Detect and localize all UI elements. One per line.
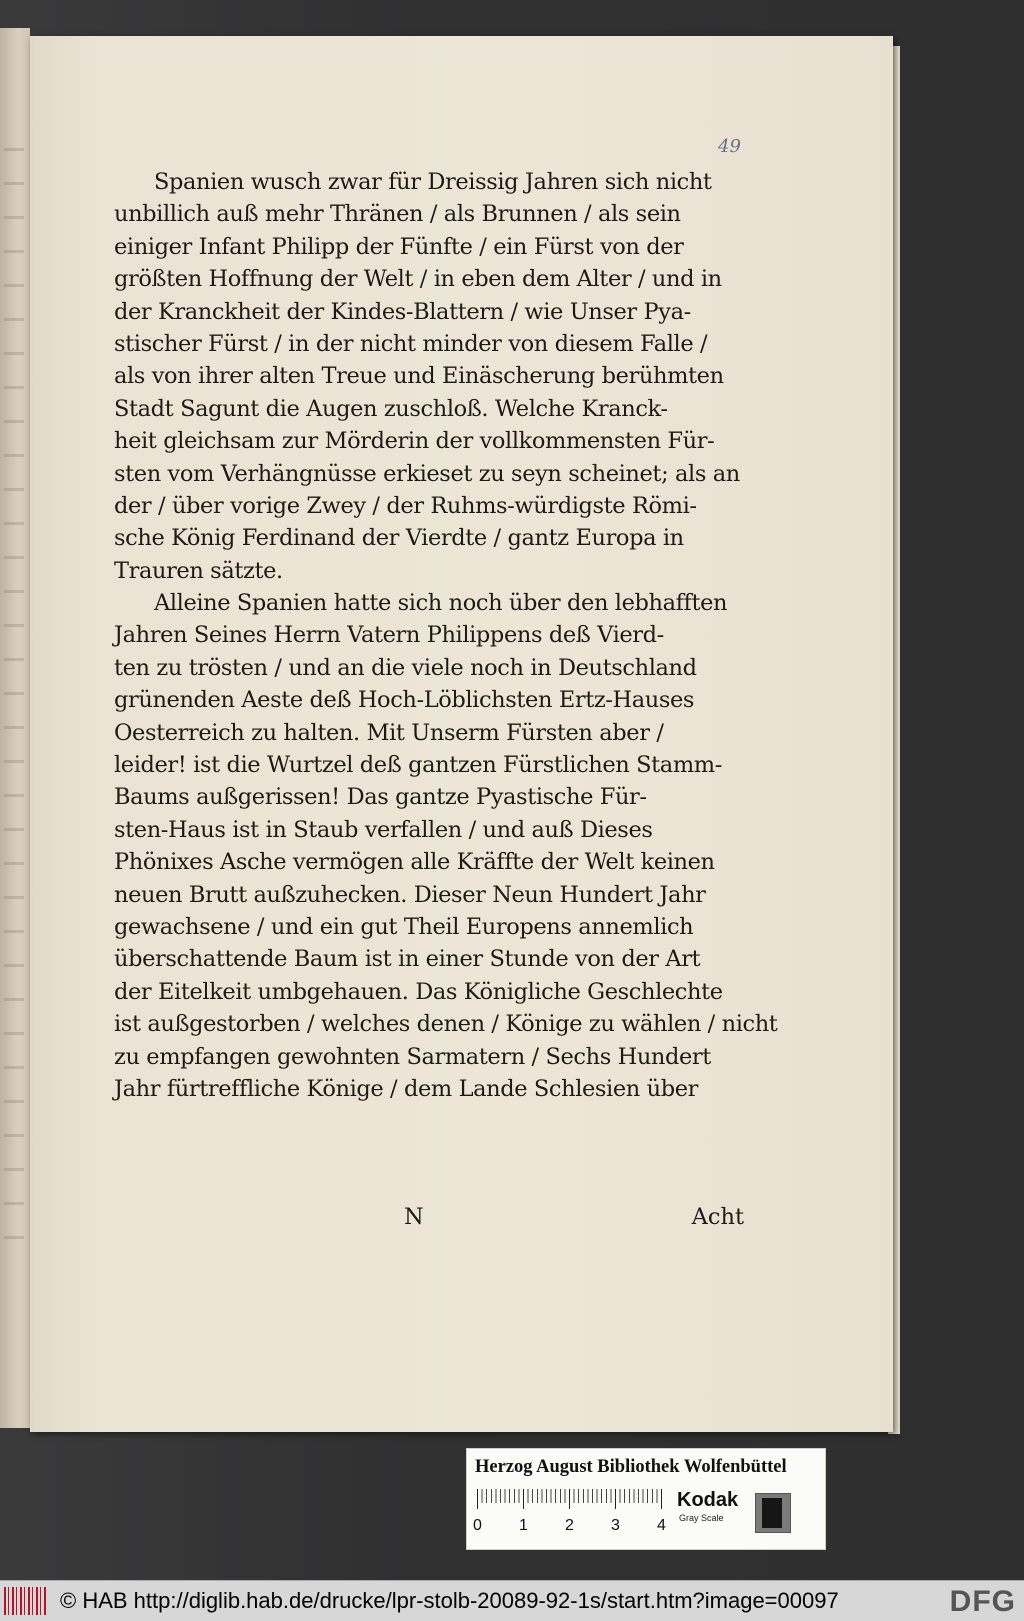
text-line: einiger Infant Philipp der Fünfte / ein Fürst von der — [114, 233, 684, 260]
text-line: Jahr fürtreffliche Könige / dem Lande Schlesien über — [114, 1075, 698, 1102]
black-patch — [762, 1498, 782, 1528]
page-footer-line — [114, 1204, 744, 1238]
text-line: Oesterreich zu halten. Mit Unserm Fürsten aber / — [114, 719, 664, 746]
text-line: Stadt Sagunt die Augen zuschloß. Welche Kranck- — [114, 395, 668, 422]
gray-patch — [755, 1493, 791, 1533]
barcode-icon — [4, 1587, 46, 1615]
color-calibration-card — [466, 1448, 826, 1550]
text-line: größten Hoffnung der Welt / in eben dem Alter / und in — [114, 266, 722, 293]
text-line: Jahren Seines Herrn Vatern Philippens deß Vierd- — [114, 622, 664, 649]
ruler-number: 2 — [565, 1517, 574, 1534]
text-line: gewachsene / und ein gut Theil Europens annemlich — [114, 913, 694, 940]
text-line: ist außgestorben / welches denen / Könige zu wählen / nicht — [114, 1011, 778, 1038]
text-line: der Eitelkeit umbgehauen. Das Königliche Geschlechte — [114, 978, 723, 1005]
text-line: unbillich auß mehr Thränen / als Brunnen / als sein — [114, 201, 681, 228]
source-url[interactable]: © HAB http://diglib.hab.de/drucke/lpr-stolb-20089-92-1s/start.htm?image=00097 — [60, 1588, 839, 1613]
text-line: Trauren sätzte. — [114, 557, 283, 584]
text-line: Baums außgerissen! Das gantze Pyastische Für- — [114, 784, 647, 811]
ruler-numbers — [473, 1517, 673, 1537]
signature-mark: N — [404, 1204, 424, 1230]
text-line: als von ihrer alten Treue und Einäscherung berühmten — [114, 363, 724, 390]
ruler-number: 3 — [611, 1517, 620, 1534]
gray-scale-label: Gray Scale — [679, 1513, 724, 1523]
folio-number: 49 — [718, 136, 741, 157]
text-line: leider! ist die Wurtzel deß gantzen Fürstlichen Stamm- — [114, 752, 722, 779]
text-line: ten zu trösten / und an die viele noch in Deutschland — [114, 654, 697, 681]
catchword: Acht — [691, 1204, 744, 1230]
text-line: überschattende Baum ist in einer Stunde von der Art — [114, 946, 701, 973]
text-line: sche König Ferdinand der Vierdte / gantz Europa in — [114, 525, 684, 552]
ruler-number: 1 — [519, 1517, 528, 1534]
text-line: sten vom Verhängnüsse erkieset zu seyn scheinet; als an — [114, 460, 740, 487]
text-line: der / über vorige Zwey / der Ruhms-würdigste Römi- — [114, 492, 697, 519]
text-line: sten-Haus ist in Staub verfallen / und auß Dieses — [114, 816, 653, 843]
text-line: der Kranckheit der Kindes-Blattern / wie Unser Pya- — [114, 298, 691, 325]
text-line: grünenden Aeste deß Hoch-Löblichsten Ertz-Hauses — [114, 687, 695, 714]
text-line: heit gleichsam zur Mörderin der vollkommensten Für- — [114, 428, 715, 455]
previous-page-edge — [0, 28, 30, 1428]
ruler-number: 4 — [657, 1517, 666, 1534]
library-name: Herzog August Bibliothek Wolfenbüttel — [475, 1457, 787, 1477]
previous-page-text-shadow — [4, 148, 24, 1248]
text-line: zu empfangen gewohnten Sarmatern / Sechs Hundert — [114, 1043, 711, 1070]
page-text — [114, 166, 778, 1105]
dfg-logo: DFG — [949, 1585, 1016, 1618]
text-line: Alleine Spanien hatte sich noch über den lebhafften — [154, 590, 728, 617]
ruler-number: 0 — [473, 1517, 482, 1534]
text-line: stischer Fürst / in der nicht minder von diesem Falle / — [114, 330, 708, 357]
kodak-logo: Kodak — [677, 1489, 739, 1511]
scale-ruler — [477, 1489, 665, 1513]
viewer-footer — [0, 1580, 1024, 1621]
text-line: neuen Brutt außzuhecken. Dieser Neun Hundert Jahr — [114, 881, 706, 908]
text-line: Phönixes Asche vermögen alle Kräffte der Welt keinen — [114, 849, 715, 876]
text-line: Spanien wusch zwar für Dreissig Jahren sich nicht — [154, 169, 712, 195]
